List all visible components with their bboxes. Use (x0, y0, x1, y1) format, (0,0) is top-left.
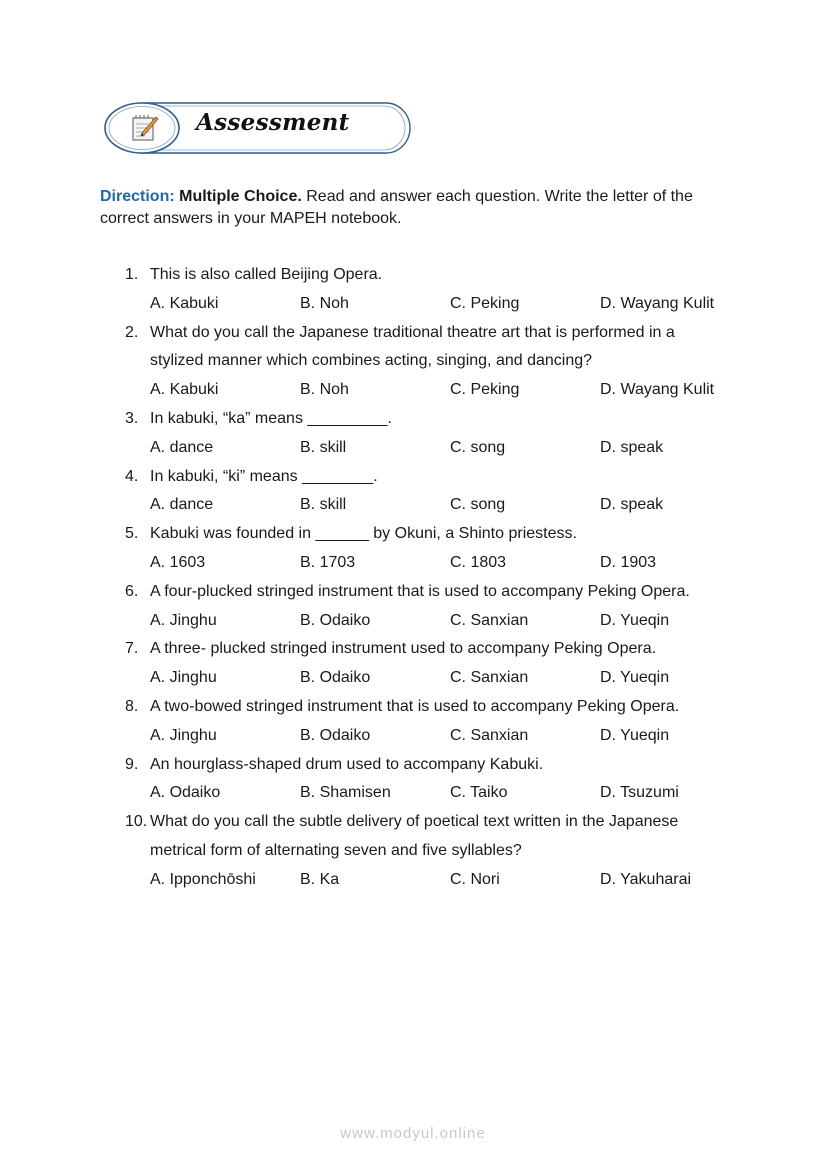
question-item (0, 520, 826, 578)
question-line (0, 261, 826, 290)
answer-options (0, 434, 826, 463)
question-line (0, 319, 826, 348)
answer-options (0, 491, 826, 520)
question-number: 4. (125, 467, 139, 485)
answer-option: C. song (450, 496, 506, 514)
question-item (0, 319, 826, 405)
question-line (0, 463, 826, 492)
answer-option: B. Odaiko (300, 669, 371, 687)
question-line (0, 808, 826, 837)
assessment-header (100, 100, 412, 156)
answer-option: D. speak (600, 496, 664, 514)
answer-options (0, 779, 826, 808)
question-number: 1. (125, 266, 139, 283)
answer-option: A. Odaiko (150, 784, 221, 802)
question-line (0, 751, 826, 780)
direction-paragraph (100, 186, 740, 230)
question-text: Kabuki was founded in ______ by Okuni, a Shinto priestess. (150, 525, 577, 543)
answer-option: C. Sanxian (450, 669, 529, 687)
answer-option: A. Jinghu (150, 669, 217, 687)
question-item (0, 635, 826, 693)
answer-option: B. Ka (300, 870, 340, 888)
question-text: This is also called Beijing Opera. (150, 266, 383, 283)
question-item (0, 751, 826, 809)
question-text: A two-bowed stringed instrument that is used to accompany Peking Opera. (150, 697, 680, 715)
answer-option: B. Odaiko (300, 726, 371, 744)
answer-options (0, 664, 826, 693)
question-line (0, 405, 826, 434)
question-line (0, 635, 826, 664)
answer-option: C. Peking (450, 381, 520, 399)
answer-option: D. Yakuharai (600, 870, 692, 888)
answer-option: C. Sanxian (450, 611, 529, 629)
question-item (0, 693, 826, 751)
direction-type: Multiple Choice. (179, 188, 302, 205)
answer-options (0, 290, 826, 319)
question-text: metrical form of alternating seven and five syllables? (150, 841, 522, 859)
question-text: stylized manner which combines acting, singing, and dancing? (150, 352, 593, 370)
answer-option: A. Jinghu (150, 611, 217, 629)
question-item (0, 808, 826, 894)
question-line (0, 693, 826, 722)
answer-option: C. Nori (450, 870, 500, 888)
answer-option: D. Yueqin (600, 611, 670, 629)
direction-text: Read and answer each question. Write the letter of the correct answers in your MAPEH notebook. (100, 188, 693, 227)
question-number: 6. (125, 582, 139, 600)
answer-option: B. skill (300, 438, 347, 456)
question-text: A four-plucked stringed instrument that is used to accompany Peking Opera. (150, 582, 690, 600)
answer-options (0, 549, 826, 578)
question-text: In kabuki, “ka” means _________. (150, 409, 392, 427)
answer-option: D. 1903 (600, 553, 657, 571)
question-line (0, 578, 826, 607)
answer-option: C. Peking (450, 294, 520, 312)
question-text: What do you call the Japanese traditional theatre art that is performed in a (150, 323, 675, 341)
question-line (0, 837, 826, 866)
answer-options (0, 866, 826, 895)
question-list (0, 261, 826, 895)
answer-option: D. Yueqin (600, 726, 670, 744)
answer-option: A. 1603 (150, 553, 206, 571)
answer-option: D. Tsuzumi (600, 784, 679, 802)
answer-option: C. Sanxian (450, 726, 529, 744)
answer-option: A. Kabuki (150, 294, 219, 312)
answer-option: A. Jinghu (150, 726, 217, 744)
answer-option: A. Kabuki (150, 381, 219, 399)
answer-option: D. Yueqin (600, 669, 670, 687)
question-item (0, 578, 826, 636)
question-number: 7. (125, 640, 139, 658)
answer-options (0, 376, 826, 405)
answer-option: B. Odaiko (300, 611, 371, 629)
answer-option: B. Shamisen (300, 784, 391, 802)
notepad-pencil-icon (130, 113, 160, 143)
answer-option: B. Noh (300, 381, 349, 399)
answer-option: C. song (450, 438, 506, 456)
answer-option: A. Ipponchōshi (150, 870, 256, 888)
direction-label: Direction: (100, 188, 175, 205)
answer-option: B. skill (300, 496, 347, 514)
answer-options (0, 722, 826, 751)
question-number: 10. (125, 813, 148, 831)
answer-option: B. Noh (300, 294, 349, 312)
question-number: 8. (125, 697, 139, 715)
answer-option: D. Wayang Kulit (600, 294, 715, 312)
answer-option: B. 1703 (300, 553, 356, 571)
question-text: What do you call the subtle delivery of poetical text written in the Japanese (150, 813, 679, 831)
question-text: In kabuki, “ki” means ________. (150, 467, 378, 485)
question-text: A three- plucked stringed instrument used to accompany Peking Opera. (150, 640, 657, 658)
answer-option: D. speak (600, 438, 664, 456)
page-title: Assessment (196, 109, 350, 136)
question-number: 3. (125, 409, 139, 427)
question-text: An hourglass-shaped drum used to accompany Kabuki. (150, 755, 544, 773)
question-number: 9. (125, 755, 139, 773)
question-line (0, 520, 826, 549)
answer-option: C. Taiko (450, 784, 508, 802)
question-number: 5. (125, 525, 139, 543)
question-number: 2. (125, 323, 139, 341)
watermark: www.modyul.online (340, 1125, 486, 1142)
answer-option: A. dance (150, 496, 214, 514)
question-item (0, 261, 826, 319)
question-item (0, 405, 826, 463)
question-line (0, 347, 826, 376)
answer-option: C. 1803 (450, 553, 507, 571)
question-item (0, 463, 826, 521)
answer-options (0, 607, 826, 636)
answer-option: A. dance (150, 438, 214, 456)
answer-option: D. Wayang Kulit (600, 381, 715, 399)
